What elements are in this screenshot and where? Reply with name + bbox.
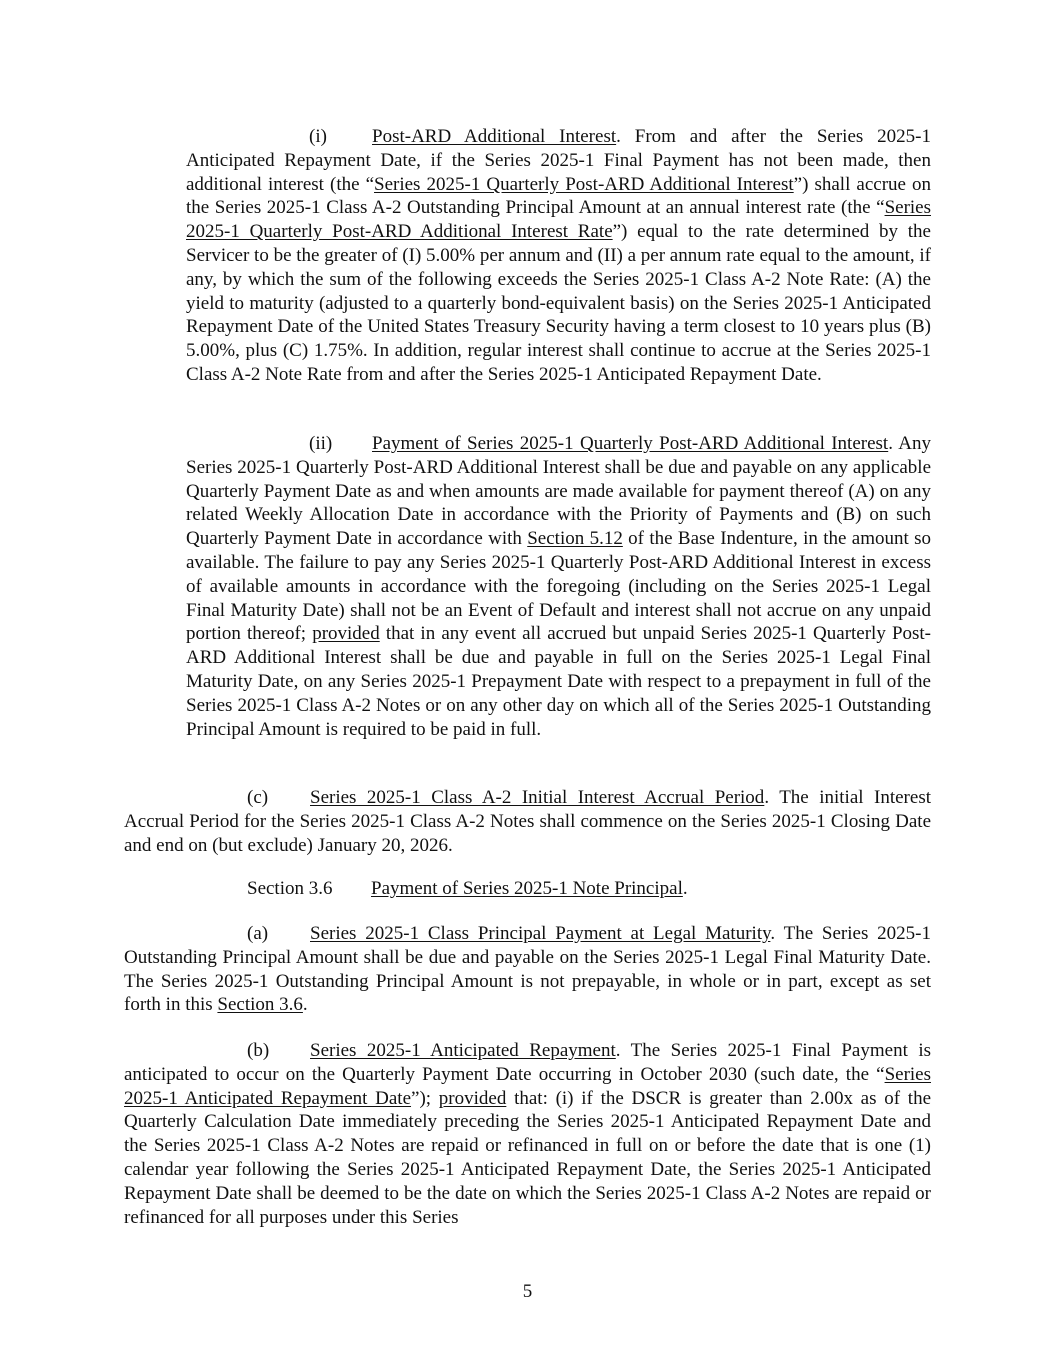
clause-marker: (b) [247, 1040, 270, 1061]
defined-term: Series 2025-1 Quarterly Post-ARD Additional Interest [374, 173, 794, 195]
body-text: . [682, 878, 688, 899]
paragraph-anticipated-repayment [124, 1039, 931, 1229]
body-text: . The initial Interest Accrual Period for the Series 2025-1 Class A-2 Notes shall commence on the Series 2025-1 Closing Date and end on (but exclude) January 20, 2026. [124, 787, 931, 856]
body-text: . The Series 2025-1 Outstanding Principal Amount shall be due and payable on the Series 2025-1 Legal Final Maturity Date. The Series 2025-1 Outstanding Principal Amount is not prepayable, in whole or in part, except as set forth in this [124, 923, 931, 1016]
defined-term: Series 2025-1 Anticipated Repayment Date [124, 1063, 931, 1109]
page-number: 5 [522, 1281, 533, 1302]
clause-heading: Series 2025-1 Class Principal Payment at Legal Maturity [310, 923, 771, 944]
clause-marker: (c) [247, 787, 269, 808]
paragraph-post-ard-additional-interest [186, 125, 931, 387]
body-text: . Any Series 2025-1 Quarterly Post-ARD Additional Interest shall be due and payable on any applicable Quarterly Payment Date as and when amounts are made available for payment thereof (A) on any related Weekly Allocation Date in accordance with the Priority of Payments and (B) on such Quarterly Payment Date in accordance with [186, 433, 931, 550]
body-text: ”); [411, 1087, 439, 1109]
section-number: Section 3.6 [247, 878, 333, 899]
paragraph-payment-post-ard-interest [186, 432, 931, 741]
clause-heading: Payment of Series 2025-1 Quarterly Post-ARD Additional Interest [372, 433, 889, 454]
paragraph-initial-interest-accrual-period [124, 786, 931, 857]
provided-term: provided [312, 623, 380, 645]
section-reference: Section 5.12 [527, 528, 623, 550]
body-text: . The Series 2025-1 Final Payment is anticipated to occur on the Quarterly Payment Date occurring in October 2030 (such date, the “ [124, 1040, 931, 1085]
clause-heading: Series 2025-1 Class A-2 Initial Interest Accrual Period [310, 787, 765, 808]
defined-term: Series 2025-1 Quarterly Post-ARD Additional Interest Rate [186, 197, 931, 243]
provided-term: provided [438, 1087, 507, 1109]
section-heading [247, 877, 688, 901]
clause-heading: Post-ARD Additional Interest [372, 126, 617, 147]
body-text: that: (i) if the DSCR is greater than 2.00x as of the Quarterly Calculation Date immediately preceding the Series 2025-1 Anticipated Repayment Date and the Series 2025-1 Class A-2 Notes are repaid or refinanced in full on or before the date that is one (1) calendar year following the Series 2025-1 Anticipated Repayment Date, the Series 2025-1 Anticipated Repayment Date shall be deemed to be the date on which the Series 2025-1 Class A-2 Notes are repaid or refinanced for all purposes under this Series [124, 1087, 932, 1228]
section-reference: Section 3.6 [217, 994, 303, 1016]
clause-marker: (i) [309, 126, 327, 147]
clause-marker: (ii) [309, 433, 333, 454]
body-text: . [302, 994, 308, 1016]
body-text: ”) shall accrue on the Series 2025-1 Class A-2 Outstanding Principal Amount at an annual interest rate (the “ [186, 173, 932, 219]
clause-marker: (a) [247, 923, 269, 944]
section-title: Payment of Series 2025-1 Note Principal [371, 878, 683, 899]
body-text: that in any event all accrued but unpaid Series 2025-1 Quarterly Post-ARD Additional Interest shall be due and payable in full on the Series 2025-1 Legal Final Maturity Date, on any Series 2025-1 Prepayment Date with respect to a prepayment in full of the Series 2025-1 Class A-2 Notes or on any other day on which all of the Series 2025-1 Outstanding Principal Amount is required to be paid in full. [186, 623, 932, 740]
clause-heading: Series 2025-1 Anticipated Repayment [310, 1040, 616, 1061]
paragraph-principal-payment-legal-maturity [124, 922, 931, 1017]
body-text: of the Base Indenture, in the amount so available. The failure to pay any Series 2025-1 Quarterly Post-ARD Additional Interest in excess of available amounts in accordance with the foregoing (including on the Series 2025-1 Legal Final Maturity Date) shall not be an Event of Default and interest shall not accrue on any unpaid portion thereof; [186, 528, 932, 645]
body-text: . From and after the Series 2025-1 Anticipated Repayment Date, if the Series 2025-1 Final Payment has not been made, then additional interest (the “ [186, 126, 931, 195]
body-text: ”) equal to the rate determined by the Servicer to be the greater of (I) 5.00% per annum and (II) a per annum rate equal to the amount, if any, by which the sum of the following exceeds the Series 2025-1 Class A-2 Note Rate: (A) the yield to maturity (adjusted to a quarterly bond-equivalent basis) on the Series 2025-1 Anticipated Repayment Date of the United States Treasury Security having a term closest to 10 years plus (B) 5.00%, plus (C) 1.75%. In addition, regular interest shall continue to accrue at the Series 2025-1 Class A-2 Note Rate from and after the Series 2025-1 Anticipated Repayment Date. [186, 221, 931, 385]
